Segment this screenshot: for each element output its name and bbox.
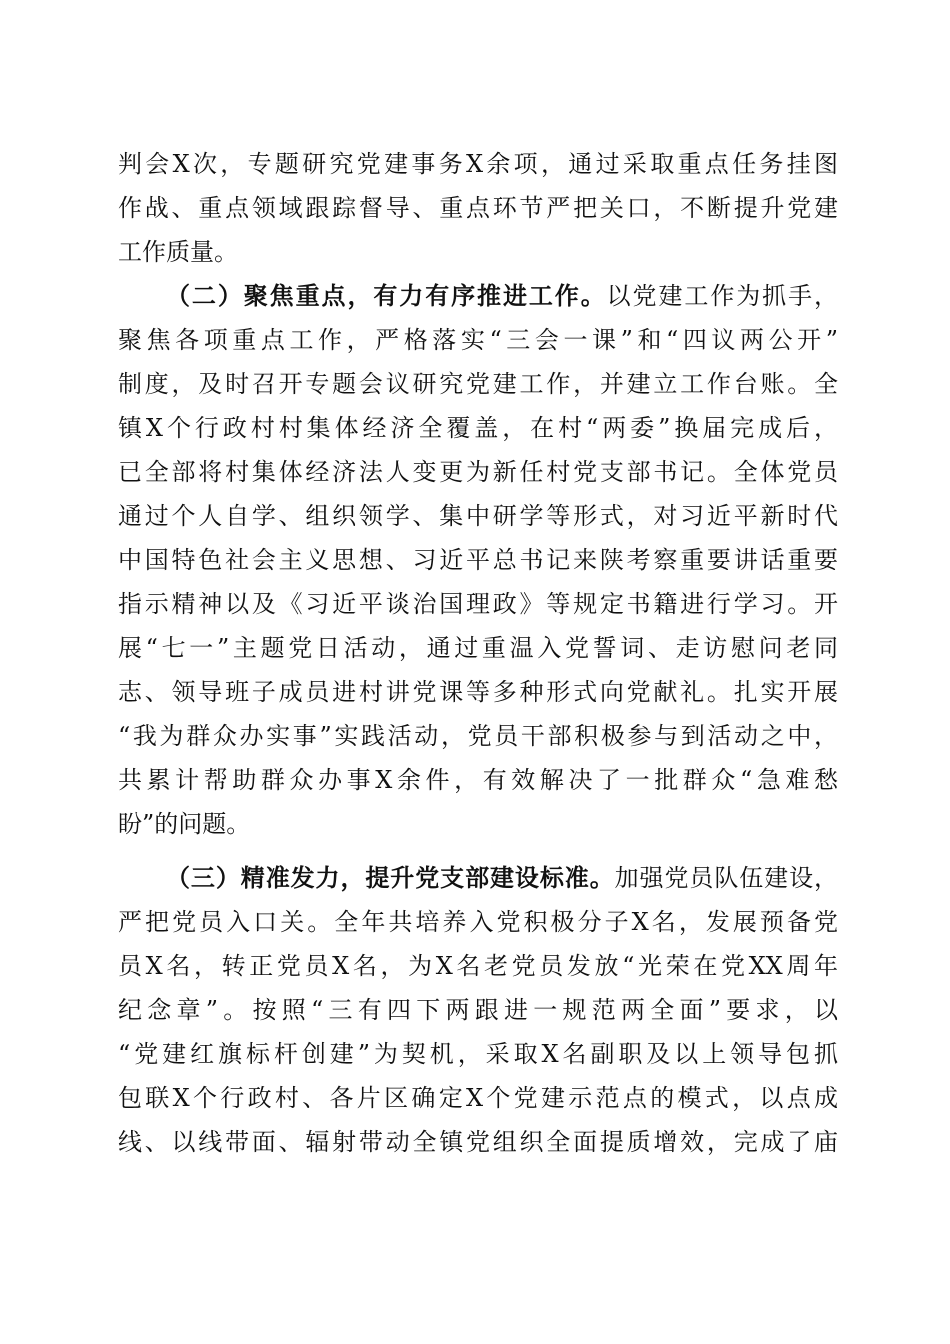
body-line: 已全部将村集体经济法人变更为新任村党支部书记。全体党员 — [118, 458, 838, 486]
body-line: 盼”的问题。 — [118, 810, 251, 838]
body-line: 指示精神以及《习近平谈治国理政》等规定书籍进行学习。开 — [118, 590, 838, 618]
body-line: 通过个人自学、组织领学、集中研学等形式，对习近平新时代 — [118, 502, 838, 530]
section-2-line — [166, 274, 838, 318]
body-line: 中国特色社会主义思想、习近平总书记来陕考察重要讲话重要 — [118, 546, 838, 574]
section-2-lead-text: 以党建工作为抓手， — [606, 282, 838, 310]
body-line: 判会X次，专题研究党建事务X余项，通过采取重点任务挂图 — [118, 150, 838, 178]
body-line: 聚焦各项重点工作，严格落实“三会一课”和“四议两公开” — [118, 326, 838, 354]
section-3-lead-text: 加强党员队伍建设， — [614, 864, 839, 892]
body-line: 工作质量。 — [118, 238, 238, 266]
body-line: 展“七一”主题党日活动，通过重温入党誓词、走访慰问老同 — [118, 634, 838, 662]
body-line: 作战、重点领域跟踪督导、重点环节严把关口，不断提升党建 — [118, 194, 838, 222]
body-line: 线、以线带面、辐射带动全镇党组织全面提质增效，完成了庙 — [118, 1128, 838, 1156]
section-3-heading: （三）精准发力，提升党支部建设标准。 — [166, 863, 615, 892]
body-line: 员X名，转正党员X名，为X名老党员发放“光荣在党XX周年 — [118, 952, 838, 980]
body-line: “我为群众办实事”实践活动，党员干部积极参与到活动之中， — [118, 722, 838, 750]
body-line: 严把党员入口关。全年共培养入党积极分子X名，发展预备党 — [118, 908, 838, 936]
section-2-heading: （二）聚焦重点，有力有序推进工作。 — [166, 281, 607, 310]
body-line: 包联X个行政村、各片区确定X个党建示范点的模式，以点成 — [118, 1084, 838, 1112]
body-line: 共累计帮助群众办事X余件，有效解决了一批群众“急难愁 — [118, 766, 838, 794]
body-line: 镇X个行政村村集体经济全覆盖，在村“两委”换届完成后， — [118, 414, 838, 442]
body-line: 制度，及时召开专题会议研究党建工作，并建立工作台账。全 — [118, 370, 838, 398]
section-3-line — [166, 856, 838, 900]
body-line: 纪念章”。按照“三有四下两跟进一规范两全面”要求，以 — [118, 996, 838, 1024]
body-line: “党建红旗标杆创建”为契机，采取X名副职及以上领导包抓 — [118, 1040, 838, 1068]
body-line: 志、领导班子成员进村讲党课等多种形式向党献礼。扎实开展 — [118, 678, 838, 706]
